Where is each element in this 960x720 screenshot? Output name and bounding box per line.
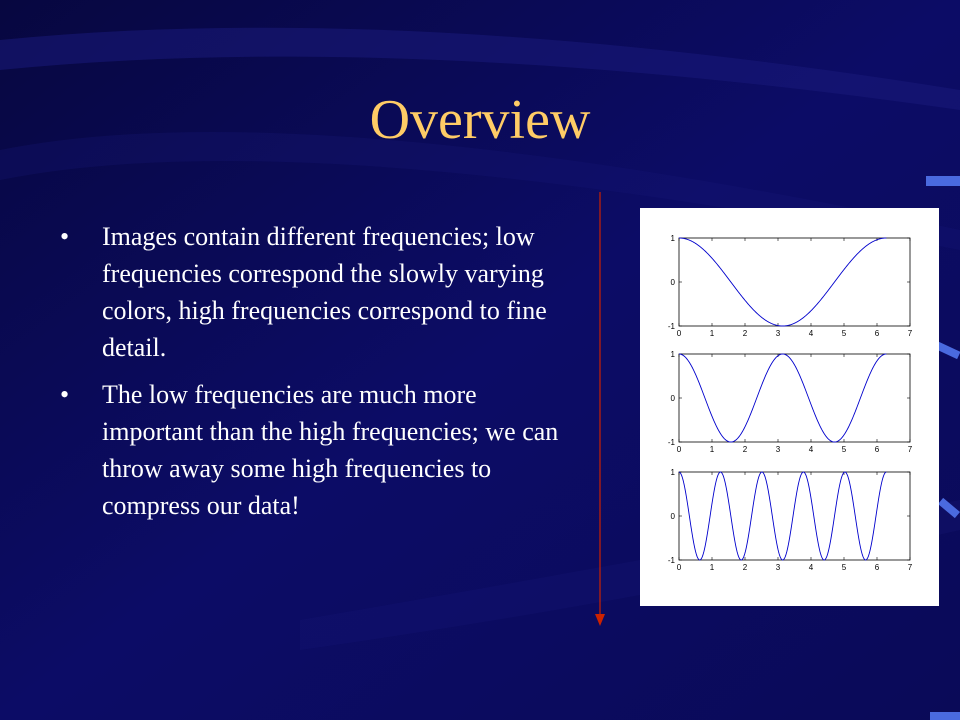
x-tick-label: 2 — [742, 563, 748, 572]
y-tick-label: 0 — [670, 512, 675, 521]
x-tick-label: 0 — [676, 563, 682, 572]
x-tick-label: 2 — [742, 329, 748, 338]
y-tick-label: 1 — [670, 468, 675, 477]
y-tick-label: -1 — [667, 556, 675, 565]
x-tick-label: 3 — [775, 329, 781, 338]
bullet-item — [56, 218, 576, 366]
x-tick-label: 6 — [874, 563, 880, 572]
cosine-curve — [679, 238, 886, 326]
plot-frame — [679, 354, 910, 442]
x-tick-label: 0 — [676, 329, 682, 338]
bullet-marker: • — [60, 222, 70, 251]
bullet-list — [56, 218, 576, 534]
x-tick-label: 5 — [841, 563, 847, 572]
x-tick-label: 7 — [907, 445, 913, 454]
x-tick-label: 6 — [874, 329, 880, 338]
bullet-text: The low frequencies are much more important than the high frequencies; we can throw away some high frequencies to compress our data! — [102, 380, 559, 520]
x-tick-label: 3 — [775, 563, 781, 572]
x-tick-label: 6 — [874, 445, 880, 454]
y-tick-label: 0 — [670, 278, 675, 287]
x-tick-label: 4 — [808, 329, 814, 338]
plot-frame — [679, 238, 910, 326]
y-tick-label: 0 — [670, 394, 675, 403]
sine-wave-plots — [640, 208, 939, 606]
bullet-marker: • — [60, 380, 70, 409]
y-tick-label: 1 — [670, 350, 675, 359]
cosine-curve — [679, 472, 886, 560]
x-tick-label: 7 — [907, 329, 913, 338]
plots-canvas — [640, 208, 939, 606]
x-tick-label: 3 — [775, 445, 781, 454]
x-tick-label: 7 — [907, 563, 913, 572]
x-tick-label: 1 — [709, 445, 715, 454]
x-tick-label: 2 — [742, 445, 748, 454]
down-arrow-divider — [592, 192, 608, 628]
x-tick-label: 1 — [709, 563, 715, 572]
x-tick-label: 4 — [808, 445, 814, 454]
bullet-text: Images contain different frequencies; low frequencies correspond the slowly varying colors, high frequencies correspond to fine detail. — [102, 222, 547, 362]
y-tick-label: -1 — [667, 438, 675, 447]
x-tick-label: 0 — [676, 445, 682, 454]
x-tick-label: 5 — [841, 445, 847, 454]
bullet-item — [56, 376, 576, 524]
y-tick-label: -1 — [667, 322, 675, 331]
x-tick-label: 1 — [709, 329, 715, 338]
cosine-curve — [679, 354, 886, 442]
plot-frame — [679, 472, 910, 560]
x-tick-label: 5 — [841, 329, 847, 338]
y-tick-label: 1 — [670, 234, 675, 243]
x-tick-label: 4 — [808, 563, 814, 572]
slide-title: Overview — [369, 89, 591, 151]
